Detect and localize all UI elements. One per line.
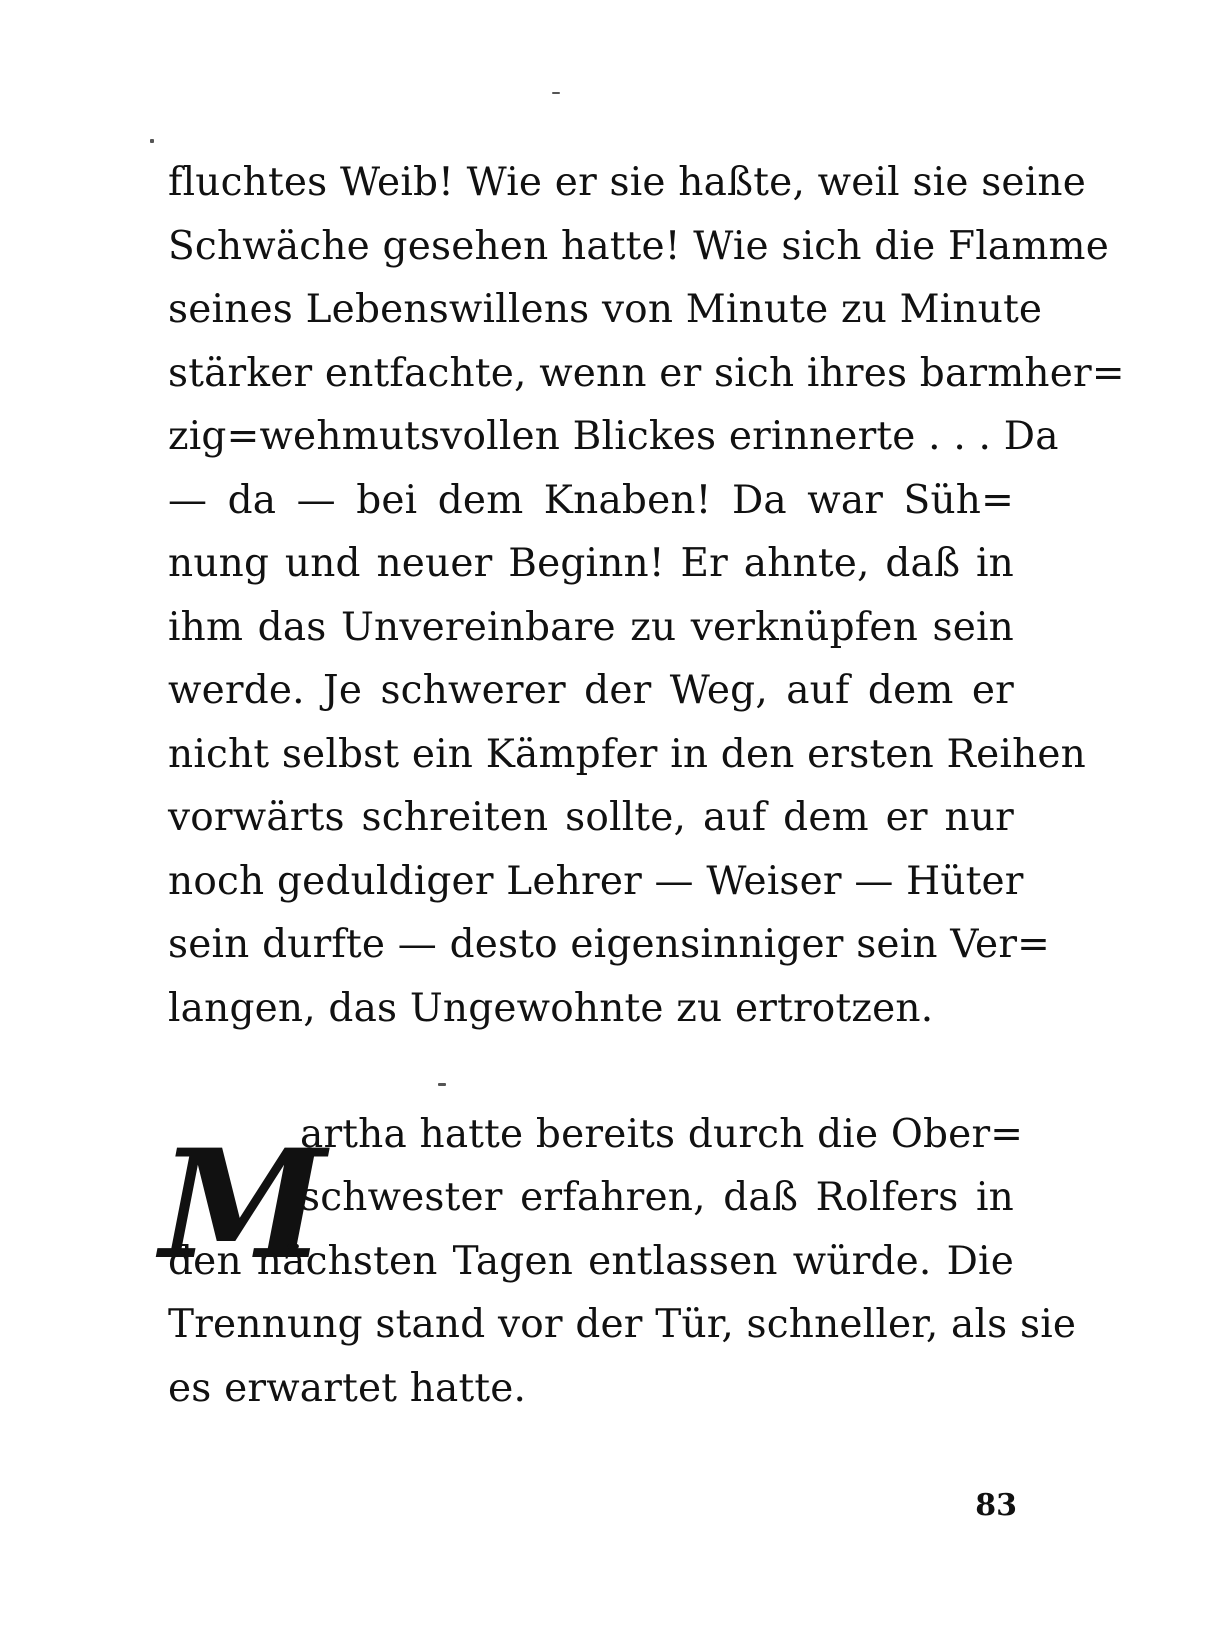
text-line: Trennung stand vor der Tür, schneller, als sie bbox=[168, 1302, 1077, 1347]
print-speck bbox=[438, 1083, 446, 1086]
print-speck bbox=[552, 92, 560, 94]
drop-cap: M bbox=[160, 1117, 327, 1293]
text-line: schwester erfahren, daß Rolfers in bbox=[300, 1175, 1014, 1220]
text-line: noch geduldiger Lehrer — Weiser — Hüter bbox=[168, 859, 1024, 904]
text-line: nung und neuer Beginn! Er ahnte, daß in bbox=[168, 541, 1014, 586]
text-line: — da — bei dem Knaben! Da war Süh= bbox=[168, 478, 1014, 523]
text-line: artha hatte bereits durch die Ober= bbox=[300, 1112, 1024, 1157]
text-line: es erwartet hatte. bbox=[168, 1366, 527, 1411]
text-line: den nächsten Tagen entlassen würde. Die bbox=[168, 1239, 1014, 1284]
text-line: langen, das Ungewohnte zu ertrotzen. bbox=[168, 986, 934, 1031]
print-speck bbox=[150, 139, 154, 143]
text-line: stärker entfachte, wenn er sich ihres barmher= bbox=[168, 351, 1125, 396]
text-line: ihm das Unvereinbare zu verknüpfen sein bbox=[168, 605, 1014, 650]
text-line: zig=wehmutsvollen Blickes erinnerte . . . Da bbox=[168, 414, 1059, 459]
text-line: sein durfte — desto eigensinniger sein Ver= bbox=[168, 922, 1051, 967]
text-line: Schwäche gesehen hatte! Wie sich die Flamme bbox=[168, 224, 1110, 269]
text-line: werde. Je schwerer der Weg, auf dem er bbox=[168, 668, 1014, 713]
text-line: nicht selbst ein Kämpfer in den ersten Reihen bbox=[168, 732, 1086, 777]
text-line: vorwärts schreiten sollte, auf dem er nur bbox=[168, 795, 1014, 840]
page-number: 83 bbox=[975, 1488, 1017, 1523]
text-line: fluchtes Weib! Wie er sie haßte, weil sie seine bbox=[168, 160, 1086, 205]
text-line: seines Lebenswillens von Minute zu Minute bbox=[168, 287, 1043, 332]
